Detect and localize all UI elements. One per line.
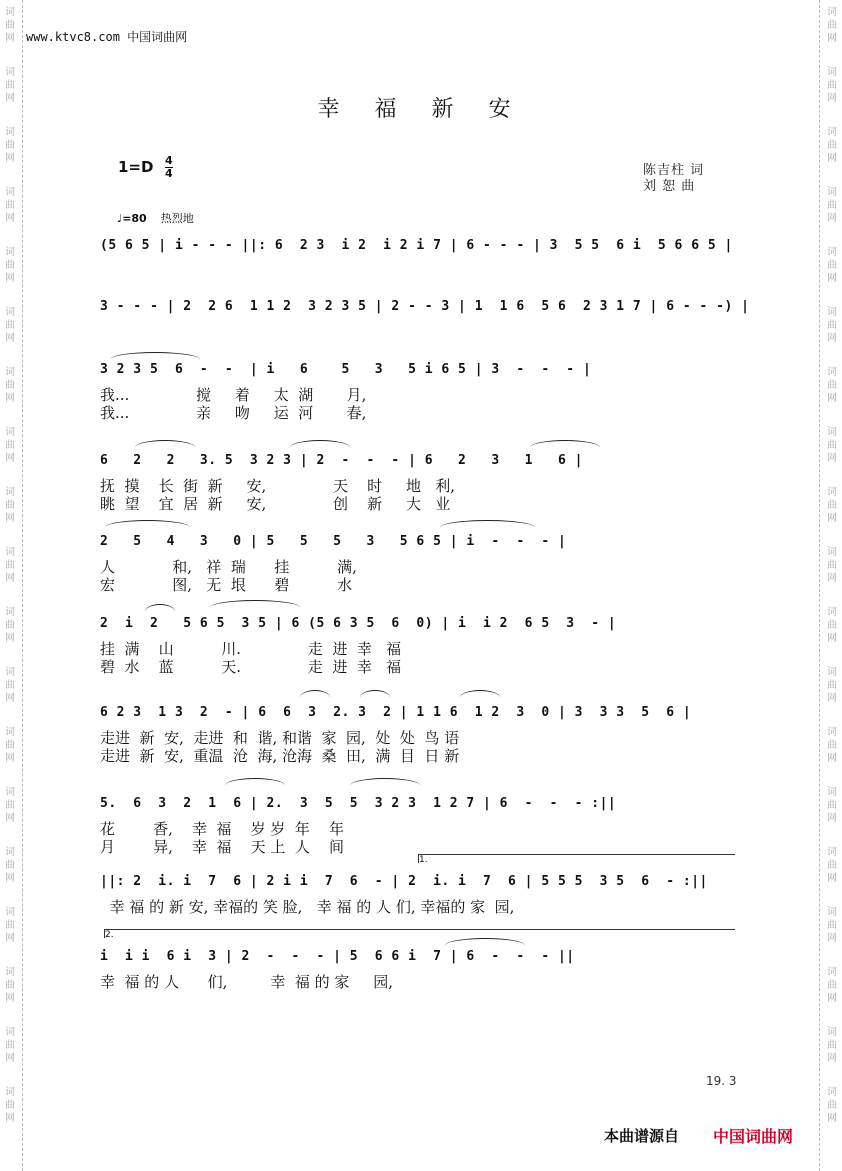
watermark-text: 词 曲 网 [5, 7, 15, 44]
notation: 3 - - - | 2 2 6 1 1 2 3 2 3 5 | 2 - - 3 | 1 1 6 5 6 2 3 1 7 | 6 - - -) | [100, 299, 750, 314]
slur-arc [350, 778, 420, 793]
watermark-text: 词 曲 网 [827, 487, 837, 524]
watermark-text: 词 曲 网 [827, 1027, 837, 1064]
watermark-text: 词 曲 网 [5, 607, 15, 644]
slur-arc [445, 938, 525, 953]
watermark-text: 词 曲 网 [5, 907, 15, 944]
watermark-text: 词 曲 网 [5, 187, 15, 224]
lyric-line: 我... 亲 吻 运 河 春, [100, 404, 367, 422]
slur-arc [530, 440, 600, 455]
lyricist: 陈吉柱 词 [643, 163, 705, 178]
time-signature: 4 4 [165, 154, 173, 180]
watermark-text: 词 曲 网 [827, 547, 837, 584]
composer: 刘 恕 曲 [643, 179, 696, 194]
watermark-text: 词 曲 网 [5, 547, 15, 584]
slur-arc [145, 604, 175, 619]
volta-bracket: 1. [418, 854, 735, 863]
score-line [100, 699, 740, 765]
watermark-text: 词 曲 网 [827, 787, 837, 824]
watermark-text: 词 曲 网 [5, 787, 15, 824]
key-signature: 1=D [118, 158, 154, 176]
notation: 6 2 2 3. 5 3 2 3 | 2 - - - | 6 2 3 1 6 | [100, 453, 583, 468]
score-line [100, 528, 740, 594]
lyric-line: 眺 望 宜 居 新 安, 创 新 大 业 [100, 495, 451, 513]
lyric-line: 走进 新 安, 重温 沧 海, 沧海 桑 田, 满 目 日 新 [100, 747, 460, 765]
notation: 2 5 4 3 0 | 5 5 5 3 5 6 5 | i - - - | [100, 534, 567, 549]
watermark-text: 词 曲 网 [5, 487, 15, 524]
score-line [100, 790, 740, 856]
brand-logo[interactable]: 中国词曲网 [713, 1127, 794, 1146]
watermark-text: 词 曲 网 [827, 727, 837, 764]
lyric-line: 宏 图, 无 垠 碧 水 [100, 576, 353, 594]
score-line [100, 855, 740, 928]
notation: 3 2 3 5 6 - - | i 6 5 3 5 i 6 5 | 3 - - - | [100, 362, 592, 377]
score-line [100, 232, 740, 292]
watermark-text: 词 曲 网 [5, 127, 15, 164]
watermark-text: 词 曲 网 [827, 967, 837, 1004]
volta-bracket: 2. [104, 929, 735, 938]
lyric-line: 幸 福 的 人 们, 幸 福 的 家 园, [100, 973, 394, 991]
lyric-line: 走进 新 安, 走进 和 谐, 和谐 家 园, 处 处 鸟 语 [100, 729, 460, 747]
watermark-text: 词 曲 网 [5, 247, 15, 284]
watermark-text: 词 曲 网 [5, 307, 15, 344]
notation: ||: 2 i. i 7 6 | 2 i i 7 6 - | 2 i. i 7 6 | 5 5 5 3 5 6 - :|| [100, 874, 708, 889]
site-url[interactable]: www.ktvc8.com 中国词曲网 [26, 30, 188, 44]
watermark-text: 词 曲 网 [5, 967, 15, 1004]
watermark-text: 词 曲 网 [827, 1087, 837, 1124]
watermark-text: 词 曲 网 [5, 367, 15, 404]
notation: 6 2 3 1 3 2 - | 6 6 3 2. 3 2 | 1 1 6 1 2 3 0 | 3 3 3 5 6 | [100, 705, 692, 720]
slur-arc [210, 600, 300, 615]
slur-arc [290, 440, 350, 455]
lyric-line: 花 香, 幸 福 岁 岁 年 年 [100, 820, 344, 838]
lyric-line: 幸 福 的 新 安, 幸福的 笑 脸, 幸 福 的 人 们, 幸福的 家 园, [100, 898, 515, 916]
slur-arc [135, 440, 195, 455]
score-line [100, 930, 740, 1003]
watermark-text: 词 曲 网 [827, 607, 837, 644]
watermark-text: 词 曲 网 [827, 907, 837, 944]
notation: 5. 6 3 2 1 6 | 2. 3 5 5 3 2 3 1 2 7 | 6 - - - :|| [100, 796, 617, 811]
watermark-text: 词 曲 网 [5, 667, 15, 704]
lyric-line: 人 和, 祥 瑞 挂 满, [100, 558, 357, 576]
slur-arc [110, 352, 200, 367]
lyric-line: 月 异, 幸 福 天 上 人 间 [100, 838, 344, 856]
watermark-text: 词 曲 网 [5, 1087, 15, 1124]
watermark-text: 词 曲 网 [827, 187, 837, 224]
slur-arc [360, 690, 390, 705]
tempo-marking: ♩=80 热烈地 [117, 212, 194, 225]
slur-arc [300, 690, 330, 705]
watermark-text: 词 曲 网 [5, 727, 15, 764]
slur-arc [460, 690, 500, 705]
watermark-text: 词 曲 网 [5, 1027, 15, 1064]
source-label: 本曲谱源自 [604, 1127, 680, 1145]
watermark-text: 词 曲 网 [827, 307, 837, 344]
lyric-line: 我... 搅 着 太 湖 月, [100, 386, 367, 404]
watermark-text: 词 曲 网 [827, 127, 837, 164]
watermark-text: 词 曲 网 [827, 367, 837, 404]
page-number: 19. 3 [706, 1074, 737, 1088]
watermark-text: 词 曲 网 [827, 7, 837, 44]
score-line [100, 293, 750, 353]
score-line [100, 610, 740, 676]
watermark-text: 词 曲 网 [827, 427, 837, 464]
notation: 2 i 2 5 6 5 3 5 | 6 (5 6 3 5 6 0) | i i 2 6 5 3 - | [100, 616, 617, 631]
watermark-text: 词 曲 网 [827, 247, 837, 284]
watermark-text: 词 曲 网 [827, 847, 837, 884]
watermark-text: 词 曲 网 [827, 667, 837, 704]
credits [643, 163, 704, 195]
notation: (5 6 5 | i - - - ||: 6 2 3 i 2 i 2 i 7 | 6 - - - | 3 5 5 6 i 5 6 6 5 | [100, 238, 733, 253]
slur-arc [440, 520, 535, 535]
watermark-text: 词 曲 网 [5, 427, 15, 464]
watermark-text: 词 曲 网 [5, 847, 15, 884]
watermark-text: 词 曲 网 [5, 67, 15, 104]
lyric-line: 碧 水 蓝 天. 走 进 幸 福 [100, 658, 402, 676]
slur-arc [225, 778, 285, 793]
lyric-line: 挂 满 山 川. 走 进 幸 福 [100, 640, 402, 658]
lyric-line: 抚 摸 长 街 新 安, 天 时 地 利, [100, 477, 456, 495]
slur-arc [105, 520, 190, 535]
score-line [100, 447, 740, 513]
watermark-text: 词 曲 网 [827, 67, 837, 104]
song-title: 幸 福 新 安 [317, 97, 525, 122]
notation: i i i 6 i 3 | 2 - - - | 5 6 6 i 7 | 6 - - - || [100, 949, 575, 964]
